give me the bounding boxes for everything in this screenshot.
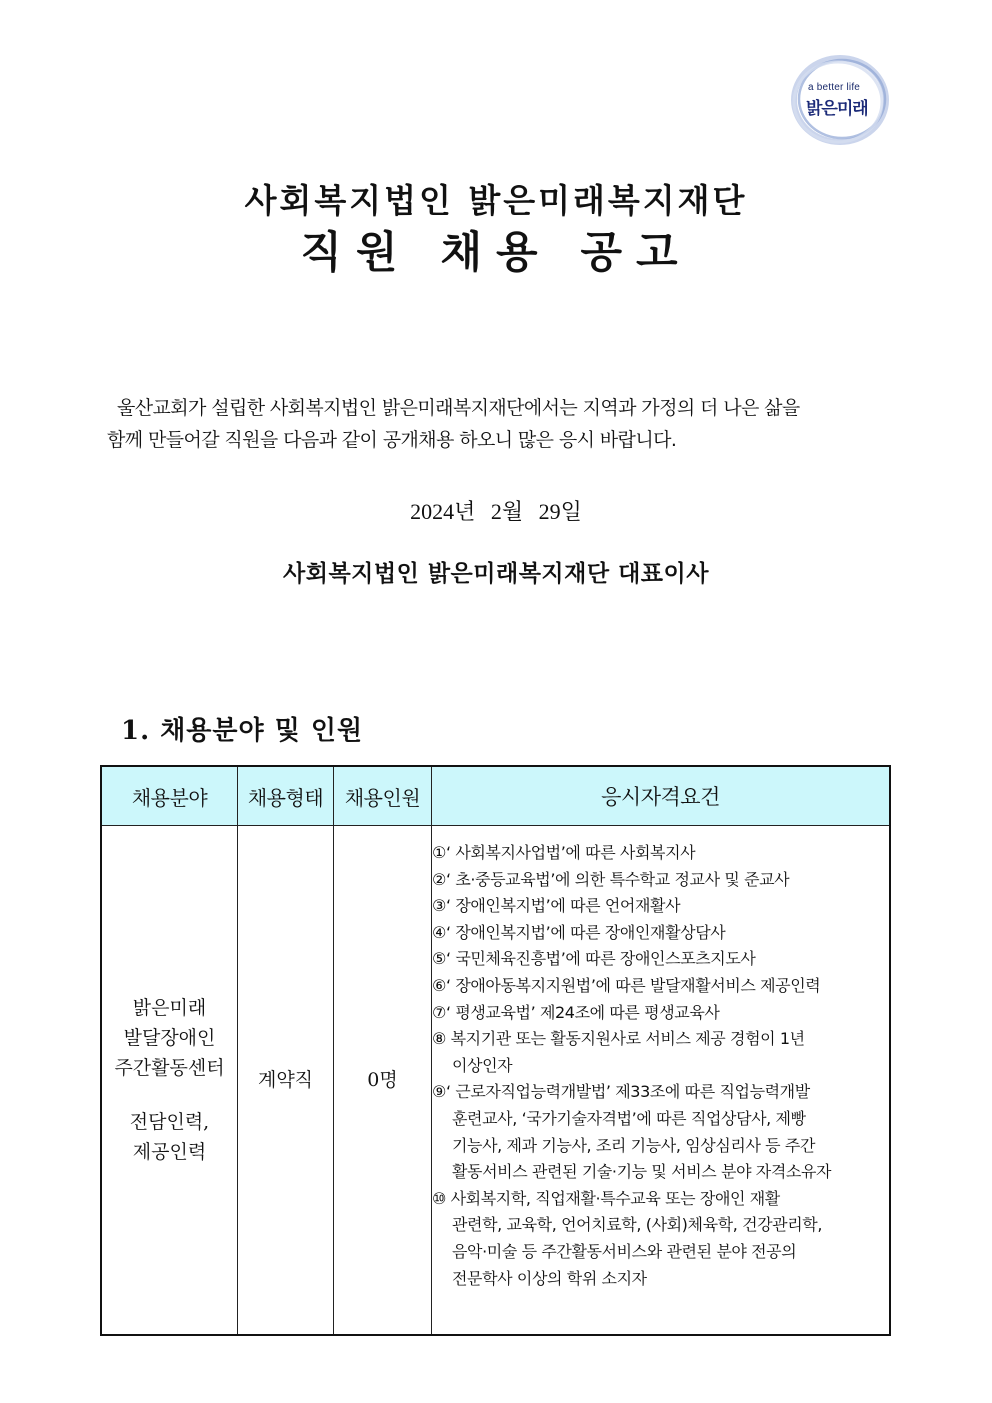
field-line: 제공인력 <box>132 1141 207 1163</box>
logo-tagline: a better life <box>808 82 861 93</box>
recruitment-table <box>100 765 891 1336</box>
section-heading: 1. 채용분야 및 인원 <box>121 716 364 746</box>
cell-field <box>101 826 238 1336</box>
announcement-date: 2024년 2월 29일 <box>410 499 582 524</box>
column-header-requirements: 응시자격요건 <box>432 766 891 826</box>
field-spacer <box>102 1083 237 1107</box>
signer: 사회복지법인 밝은미래복지재단 대표이사 <box>283 561 709 587</box>
requirement-item: ⑧ 복지기관 또는 활동지원사로 서비스 제공 경험이 1년 이상인자 <box>432 1029 805 1075</box>
requirement-item: ④‘ 장애인복지법’에 따른 장애인재활상담사 <box>432 922 726 942</box>
field-line: 밝은미래 <box>132 997 207 1019</box>
page-title: 직원 채용 공고 <box>300 228 692 278</box>
column-header-count: 채용인원 <box>334 766 432 826</box>
table-row <box>101 826 890 1336</box>
column-header-type: 채용형태 <box>238 766 334 826</box>
cell-headcount: 0명 <box>334 826 432 1336</box>
field-line: 주간활동센터 <box>114 1057 225 1079</box>
logo-brand-text: 밝은미래 <box>806 99 868 119</box>
requirement-item: ⑥‘ 장애아동복지지원법’에 따른 발달재활서비스 제공인력 <box>432 975 821 995</box>
organization-title: 사회복지법인 밝은미래복지재단 <box>244 181 748 220</box>
requirement-item: ③‘ 장애인복지법’에 따른 언어재활사 <box>432 896 681 916</box>
requirement-item: ⑤‘ 국민체육진흥법’에 따른 장애인스포츠지도사 <box>432 949 756 969</box>
requirement-item: ⑩ 사회복지학, 직업재활·특수교육 또는 장애인 재활 관련학, 교육학, 언어치료학, (사회)체육학, 건강관리학, 음악·미술 등 주간활동서비스와 관련된 분야 전공의 전문학사 이상의 학위 소지자 <box>432 1188 823 1288</box>
intro-line-2: 함께 만들어갈 직원을 다음과 같이 공개채용 하오니 많은 응시 바랍니다. <box>107 429 677 451</box>
field-line: 전담인력, <box>129 1111 210 1133</box>
requirement-item: ⑦‘ 평생교육법’ 제24조에 따른 평생교육사 <box>432 1002 720 1022</box>
cell-employment-type: 계약직 <box>238 826 334 1336</box>
intro-line-1: 울산교회가 설립한 사회복지법인 밝은미래복지재단에서는 지역과 가정의 더 나은 삶을 <box>117 397 800 419</box>
foundation-logo <box>786 52 896 148</box>
requirement-item: ⑨‘ 근로자직업능력개발법’ 제33조에 따른 직업능력개발 훈련교사, ‘국가기술자격법’에 따른 직업상담사, 제빵 기능사, 제과 기능사, 조리 기능사, 임상심리사 등 주간 활동서비스 관련된 기술·기능 및 서비스 분야 자격소유자 <box>432 1082 832 1182</box>
requirement-item: ②‘ 초·중등교육법’에 의한 특수학교 정교사 및 준교사 <box>432 869 790 889</box>
requirement-item: ①‘ 사회복지사업법’에 따른 사회복지사 <box>432 843 696 862</box>
column-header-field: 채용분야 <box>101 766 238 826</box>
table-header-row <box>101 766 890 826</box>
field-line: 발달장애인 <box>123 1027 216 1049</box>
intro-paragraph <box>107 392 907 456</box>
cell-requirements <box>432 826 891 1336</box>
